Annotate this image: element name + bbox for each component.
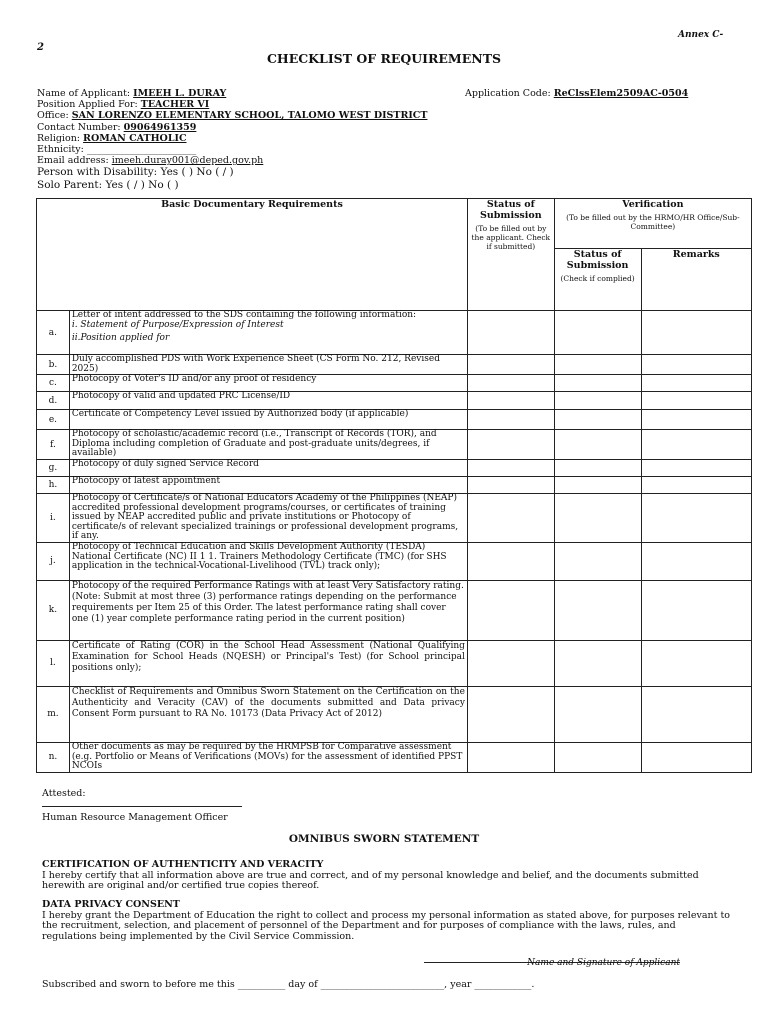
table-row: b. Duly accomplished PDS with Work Experience Sheet (CS Form No. 212, Revised 2025) [37,355,752,375]
status-checkbox-cell[interactable] [467,311,554,355]
hrmo-label: Human Resource Management Officer [42,812,228,823]
office-row: Office: SAN LORENZO ELEMENTARY SCHOOL, TALOMO WEST DISTRICT [37,110,428,122]
table-row: a. Letter of intent addressed to the SDS containing the following information: i. Statement of Purpose/Expression of Interest ii.Position applied for [37,311,752,355]
col-verification-note: (To be filled out by the HRMO/HR Office/Sub-Committee) [566,213,740,231]
pwd-row: Person with Disability: Yes ( ) No ( / ) [37,166,234,179]
cav-section [42,860,732,892]
col-status2-note: (Check if complied) [560,274,635,283]
ethnicity-row: Ethnicity: _______________________ [37,144,197,156]
col-status-submission: Status of Submission (To be filled out by the applicant. Check if submitted) [467,199,554,311]
status-checkbox-cell[interactable] [467,542,554,580]
email-value: imeeh.duray001@deped.gov.ph [111,155,264,167]
col-remarks: Remarks [641,249,751,311]
table-row: i. Photocopy of Certificate/s of National Educators Academy of the Philippines (NEAP) accredited professional development programs/courses, or certificates of training issued by NEAP accredited public and private institutions or Photocopy of certificate/s of relevant specialized trainings or professional development programs, if any. [37,493,752,542]
email-row: Email address: imeeh.duray001@deped.gov.ph [37,155,264,167]
status-checkbox-cell[interactable] [467,580,554,640]
page-number: 2 [37,42,44,53]
omnibus-title: OMNIBUS SWORN STATEMENT [288,833,480,845]
col-basic-requirements: Basic Documentary Requirements [37,199,468,311]
col-status-submission-2: Status of Submission (Check if complied) [554,249,641,311]
dpc-heading: DATA PRIVACY CONSENT [42,899,180,910]
table-row: n. Other documents as may be required by the HRMPSB for Comparative assessment (e.g. Portfolio or Means of Verifications (MOVs) for the assessment of identified PPST NCOIs [37,742,752,772]
application-code-value: ReClssElem2509AC-0504 [553,88,689,99]
table-row: m. Checklist of Requirements and Omnibus Sworn Statement on the Certification on the Authenticity and Veracity (CAV) of the documents submitted and Data privacy Consent Form pursuant to RA No. 10173 (Data Privacy Act of 2012) [37,686,752,742]
table-row: j. Photocopy of Technical Education and Skills Development Authority (TESDA) National Certificate (NC) II 1 1. Trainers Methodology Certificate (TMC) (for SHS application in the technical-Vocational-Livelihood (TVL) track only); [37,542,752,580]
table-row: c. Photocopy of Voter's ID and/or any proof of residency [37,375,752,392]
status-checkbox-cell[interactable] [467,493,554,542]
cav-text: I hereby certify that all information above are true and correct, and of my personal knowledge and belief, and the documents submitted herewith are original and/or certified true copies thereof. [42,869,699,892]
table-row: f. Photocopy of scholastic/academic record (i.e., Transcript of Records (TOR), and Diploma including completion of Graduate and post-graduate units/degrees, if available) [37,430,752,460]
status-checkbox-cell[interactable] [467,476,554,493]
col-status-note: (To be filled out by the applicant. Check if submitted) [471,224,551,251]
religion-row: Religion: ROMAN CATHOLIC [37,132,187,144]
status-checkbox-cell[interactable] [467,459,554,476]
status-checkbox-cell[interactable] [467,686,554,742]
applicant-name: IMEEH L. DURAY [133,88,227,99]
status-checkbox-cell[interactable] [467,742,554,772]
solo-parent-row: Solo Parent: Yes ( / ) No ( ) [37,179,179,192]
status-checkbox-cell[interactable] [467,410,554,430]
applicant-signature-label: Name and Signature of Applicant [527,958,680,968]
status-checkbox-cell[interactable] [467,355,554,375]
status-checkbox-cell[interactable] [467,640,554,686]
table-row: e. Certificate of Competency Level issued by Authorized body (if applicable) [37,410,752,430]
contact-row: Contact Number: 09064961359 [37,121,197,133]
status-checkbox-cell[interactable] [467,392,554,410]
requirements-table [36,198,752,773]
attested-label: Attested: [42,788,86,799]
contact-value: 09064961359 [123,121,197,133]
data-privacy-section [42,900,732,942]
position-value: TEACHER VI [140,99,210,111]
position-row: Position Applied For: TEACHER VI [37,99,210,111]
annex-label: Annex C- [678,30,724,40]
table-row: l. Certificate of Rating (COR) in the School Head Assessment (National Qualifying Examination for School Heads (NQESH) or Principal's Test) (for School principal positions only); [37,640,752,686]
applicant-info [37,88,427,192]
table-row: h. Photocopy of latest appointment [37,476,752,493]
sworn-statement-line: Subscribed and sworn to before me this __________ day of __________________________, year ____________. [42,979,535,990]
religion-value: ROMAN CATHOLIC [83,132,187,144]
applicant-name-row: Name of Applicant: IMEEH L. DURAY [37,88,227,99]
cav-heading: CERTIFICATION OF AUTHENTICITY AND VERACITY [42,859,324,870]
col-verification: Verification (To be filled out by the HRMO/HR Office/Sub-Committee) [554,199,751,249]
table-row: g. Photocopy of duly signed Service Record [37,459,752,476]
dpc-text: I hereby grant the Department of Education the right to collect and process my personal information as stated above, for purposes relevant to the recruitment, selection, and placement of personnel of the Department and for purposes of compliance with the laws, rules, and regulations being implemented by the Civil Service Commission. [42,909,730,942]
table-row: k. Photocopy of the required Performance Ratings with at least Very Satisfactory rating. (Note: Submit at most three (3) performance ratings depending on the performance requirements per Item 25 of this Order. The latest performance rating shall cover one (1) year complete performance rating period in the current position) [37,580,752,640]
table-row: d. Photocopy of valid and updated PRC License/ID [37,392,752,410]
ethnicity-value: _______________________ [86,144,197,156]
attested-signature-line [42,806,242,807]
application-code: Application Code: ReClssElem2509AC-0504 [465,88,689,99]
document-title: CHECKLIST OF REQUIREMENTS [266,51,502,66]
office-value: SAN LORENZO ELEMENTARY SCHOOL, TALOMO WEST DISTRICT [71,110,428,122]
status-checkbox-cell[interactable] [467,375,554,392]
status-checkbox-cell[interactable] [467,430,554,460]
